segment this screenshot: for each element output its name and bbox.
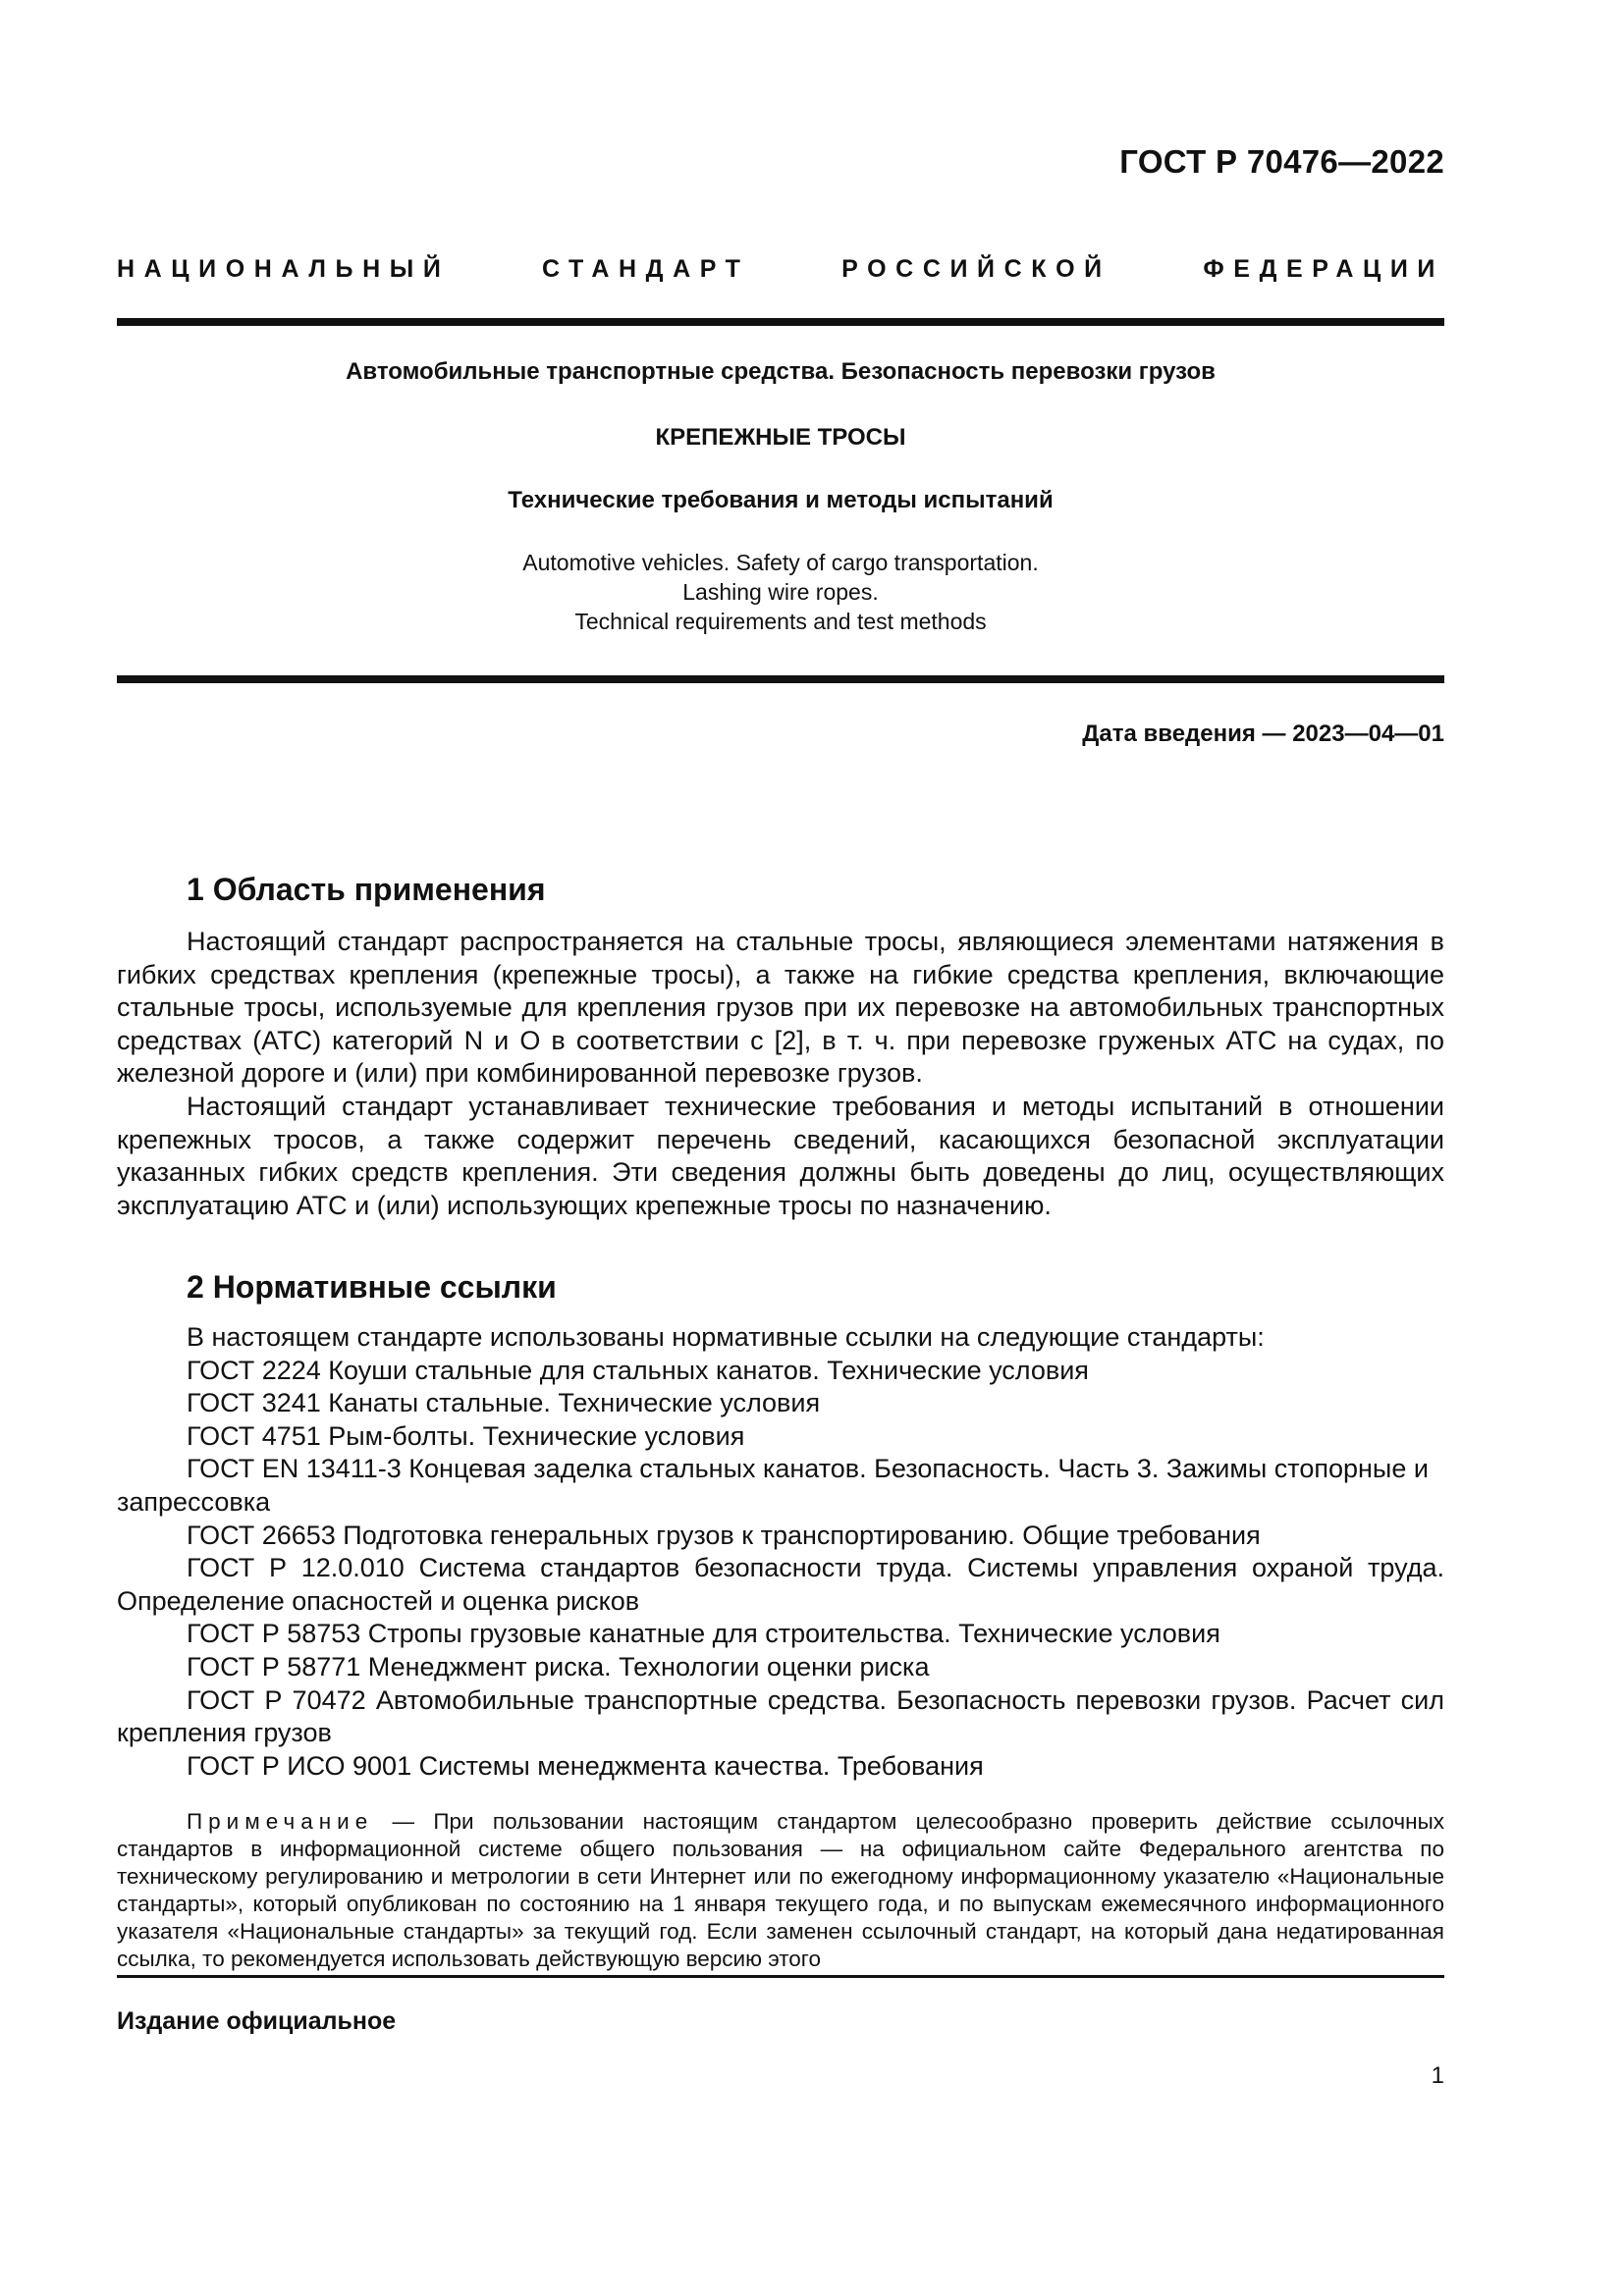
reference-item: ГОСТ Р 12.0.010 Система стандартов безопасности труда. Системы управления охраной труда. Определение опасностей и оценка рисков	[117, 1553, 1444, 1616]
introduction-date: Дата введения — 2023—04—01	[1082, 721, 1444, 747]
page-number: 1	[1431, 2062, 1444, 2089]
reference-intro: В настоящем стандарте использованы нормативные ссылки на следующие стандарты:	[187, 1322, 1265, 1352]
title-en-line-2: Lashing wire ropes.	[682, 579, 879, 605]
national-standard-banner: НАЦИОНАЛЬНЫЙ СТАНДАРТ РОССИЙСКОЙ ФЕДЕРАЦИИ	[117, 255, 1444, 283]
official-edition-label: Издание официальное	[117, 2007, 397, 2035]
document-page	[117, 0, 1444, 2296]
gost-number: ГОСТ Р 70476—2022	[1119, 143, 1444, 180]
title-en-line-1: Automotive vehicles. Safety of cargo transportation.	[522, 550, 1039, 575]
reference-item: ГОСТ 3241 Канаты стальные. Технические условия	[187, 1388, 821, 1418]
reference-item: ГОСТ 4751 Рым-болты. Технические условия	[187, 1420, 745, 1451]
title-en	[117, 548, 1444, 636]
title-ru-line-1: Автомобильные транспортные средства. Безопасность перевозки грузов	[346, 358, 1216, 385]
section-2-body	[117, 1321, 1444, 1783]
section-1-paragraph: Настоящий стандарт устанавливает технические требования и методы испытаний в отношении крепежных тросов, а также содержит перечень сведений, касающихся безопасной эксплуатации указанных гибких средств крепления. Эти сведения должны быть доведены до лиц, осуществляющих эксплуатацию АТС и (или) использующих крепежные тросы по назначению.	[117, 1091, 1444, 1220]
reference-item: ГОСТ 26653 Подготовка генеральных грузов к транспортированию. Общие требования	[187, 1520, 1261, 1550]
reference-item: ГОСТ Р ИСО 9001 Системы менеджмента качества. Требования	[187, 1750, 984, 1781]
reference-item: ГОСТ Р 58771 Менеджмент риска. Технологии оценки риска	[187, 1651, 930, 1682]
footer-divider	[117, 1975, 1444, 1978]
section-1-paragraph: Настоящий стандарт распространяется на стальные тросы, являющиеся элементами натяжения в гибких средствах крепления (крепежные тросы), а также на гибкие средства крепления, включающие стальные тросы, используемые для крепления грузов при их перевозке на автомобильных транспортных средствах (АТС) категорий N и O в соответствии с [2], в т. ч. при перевозке груженых АТС на судах, по железной дороге и (или) при комбинированной перевозке грузов.	[117, 927, 1444, 1089]
note-label: Примечание	[187, 1809, 374, 1834]
reference-item: ГОСТ EN 13411-3 Концевая заделка стальных канатов. Безопасность. Часть 3. Зажимы стопорные и запрессовка	[117, 1454, 1429, 1517]
reference-item: ГОСТ Р 70472 Автомобильные транспортные средства. Безопасность перевозки грузов. Расчет сил крепления грузов	[117, 1684, 1444, 1748]
note-text: — При пользовании настоящим стандартом целесообразно проверить действие ссылочных стандартов в информационной системе общего пользования — на официальном сайте Федерального агентства по техническому регулированию и метрологии в сети Интернет или по ежегодному информационному указателю «Национальные стандарты», который опубликован по состоянию на 1 января текущего года, и по выпускам ежемесячного информационного указателя «Национальные стандарты» за текущий год. Если заменен ссылочный стандарт, на который дана недатированная ссылка, то рекомендуется использовать действующую версию этого	[117, 1809, 1444, 1971]
title-en-line-3: Technical requirements and test methods	[574, 609, 987, 634]
title-ru-line-2: КРЕПЕЖНЫЕ ТРОСЫ	[655, 424, 906, 451]
section-1-body	[117, 926, 1444, 1222]
title-divider	[117, 675, 1444, 683]
section-2-heading: 2 Нормативные ссылки	[187, 1269, 557, 1305]
note	[117, 1808, 1444, 1973]
title-ru-line-3: Технические требования и методы испытаний	[508, 487, 1054, 513]
reference-item: ГОСТ Р 58753 Стропы грузовые канатные для строительства. Технические условия	[187, 1619, 1220, 1649]
section-1-heading: 1 Область применения	[187, 872, 546, 907]
reference-item: ГОСТ 2224 Коуши стальные для стальных канатов. Технические условия	[187, 1355, 1089, 1385]
top-divider	[117, 318, 1444, 326]
